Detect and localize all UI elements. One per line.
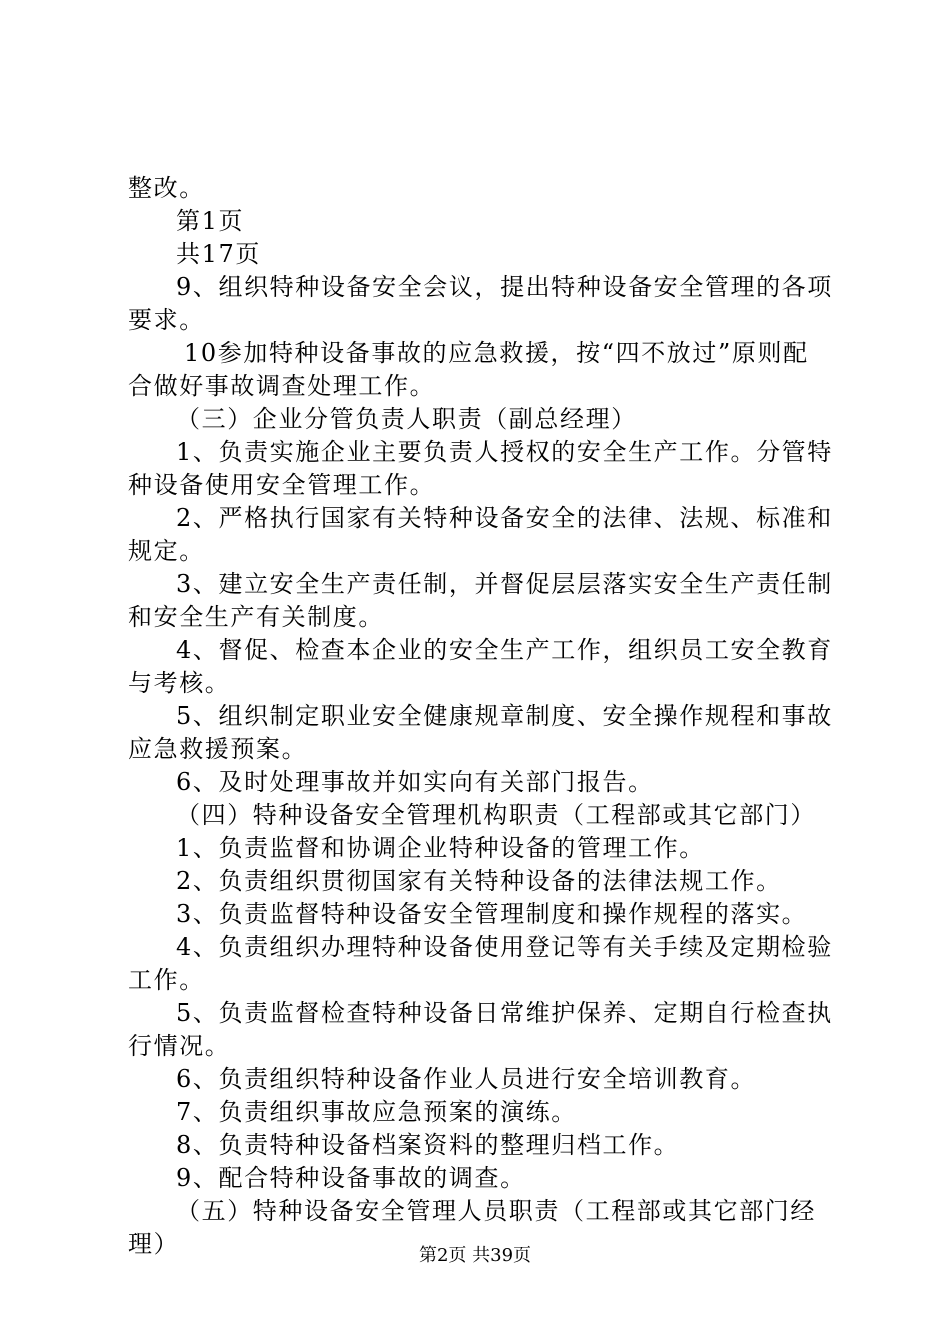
section-heading: （五）特种设备安全管理人员职责（工程部或其它部门经 <box>176 1197 816 1225</box>
text-line: 规定。 <box>128 537 205 565</box>
text-line: 6、及时处理事故并如实向有关部门报告。 <box>176 768 654 796</box>
text-line: 种设备使用安全管理工作。 <box>128 471 436 499</box>
section-heading: （四）特种设备安全管理机构职责（工程部或其它部门） <box>176 801 816 829</box>
text-line: 5、负责监督检查特种设备日常维护保养、定期自行检查执 <box>176 999 833 1027</box>
text-line: 5、组织制定职业安全健康规章制度、安全操作规程和事故 <box>176 702 833 730</box>
text-line: 2、严格执行国家有关特种设备安全的法律、法规、标准和 <box>176 504 833 532</box>
text-line: 应急救援预案。 <box>128 735 308 763</box>
text-line: 1、负责实施企业主要负责人授权的安全生产工作。分管特 <box>176 438 833 466</box>
text-line: 9、组织特种设备安全会议，提出特种设备安全管理的各项 <box>176 273 833 301</box>
text-line: 3、建立安全生产责任制，并督促层层落实安全生产责任制 <box>176 570 833 598</box>
text-line: 1、负责监督和协调企业特种设备的管理工作。 <box>176 834 705 862</box>
text-line: 行情况。 <box>128 1032 231 1060</box>
text-line: 合做好事故调查处理工作。 <box>128 372 436 400</box>
text-line: 要求。 <box>128 306 205 334</box>
text-line: 工作。 <box>128 966 205 994</box>
text-line: 2、负责组织贯彻国家有关特种设备的法律法规工作。 <box>176 867 782 895</box>
text-line: 整改。 <box>128 174 205 202</box>
text-line: 7、负责组织事故应急预案的演练。 <box>176 1098 577 1126</box>
text-line: 共17页 <box>176 240 261 268</box>
text-line: 8、负责特种设备档案资料的整理归档工作。 <box>176 1131 680 1159</box>
text-line: 第1页 <box>176 207 245 235</box>
text-line: 理） <box>128 1230 180 1258</box>
text-line: 10参加特种设备事故的应急救援，按“四不放过”原则配 <box>184 339 809 367</box>
text-line: 4、督促、检查本企业的安全生产工作，组织员工安全教育 <box>176 636 833 664</box>
text-line: 4、负责组织办理特种设备使用登记等有关手续及定期检验 <box>176 933 833 961</box>
section-heading: （三）企业分管负责人职责（副总经理） <box>176 405 637 433</box>
text-line: 与考核。 <box>128 669 231 697</box>
text-line: 和安全生产有关制度。 <box>128 603 384 631</box>
document-body <box>128 172 832 1261</box>
text-line: 9、配合特种设备事故的调查。 <box>176 1164 526 1192</box>
page-footer: 第2页 共39页 <box>418 1245 532 1266</box>
text-line: 6、负责组织特种设备作业人员进行安全培训教育。 <box>176 1065 757 1093</box>
text-line: 3、负责监督特种设备安全管理制度和操作规程的落实。 <box>176 900 808 928</box>
